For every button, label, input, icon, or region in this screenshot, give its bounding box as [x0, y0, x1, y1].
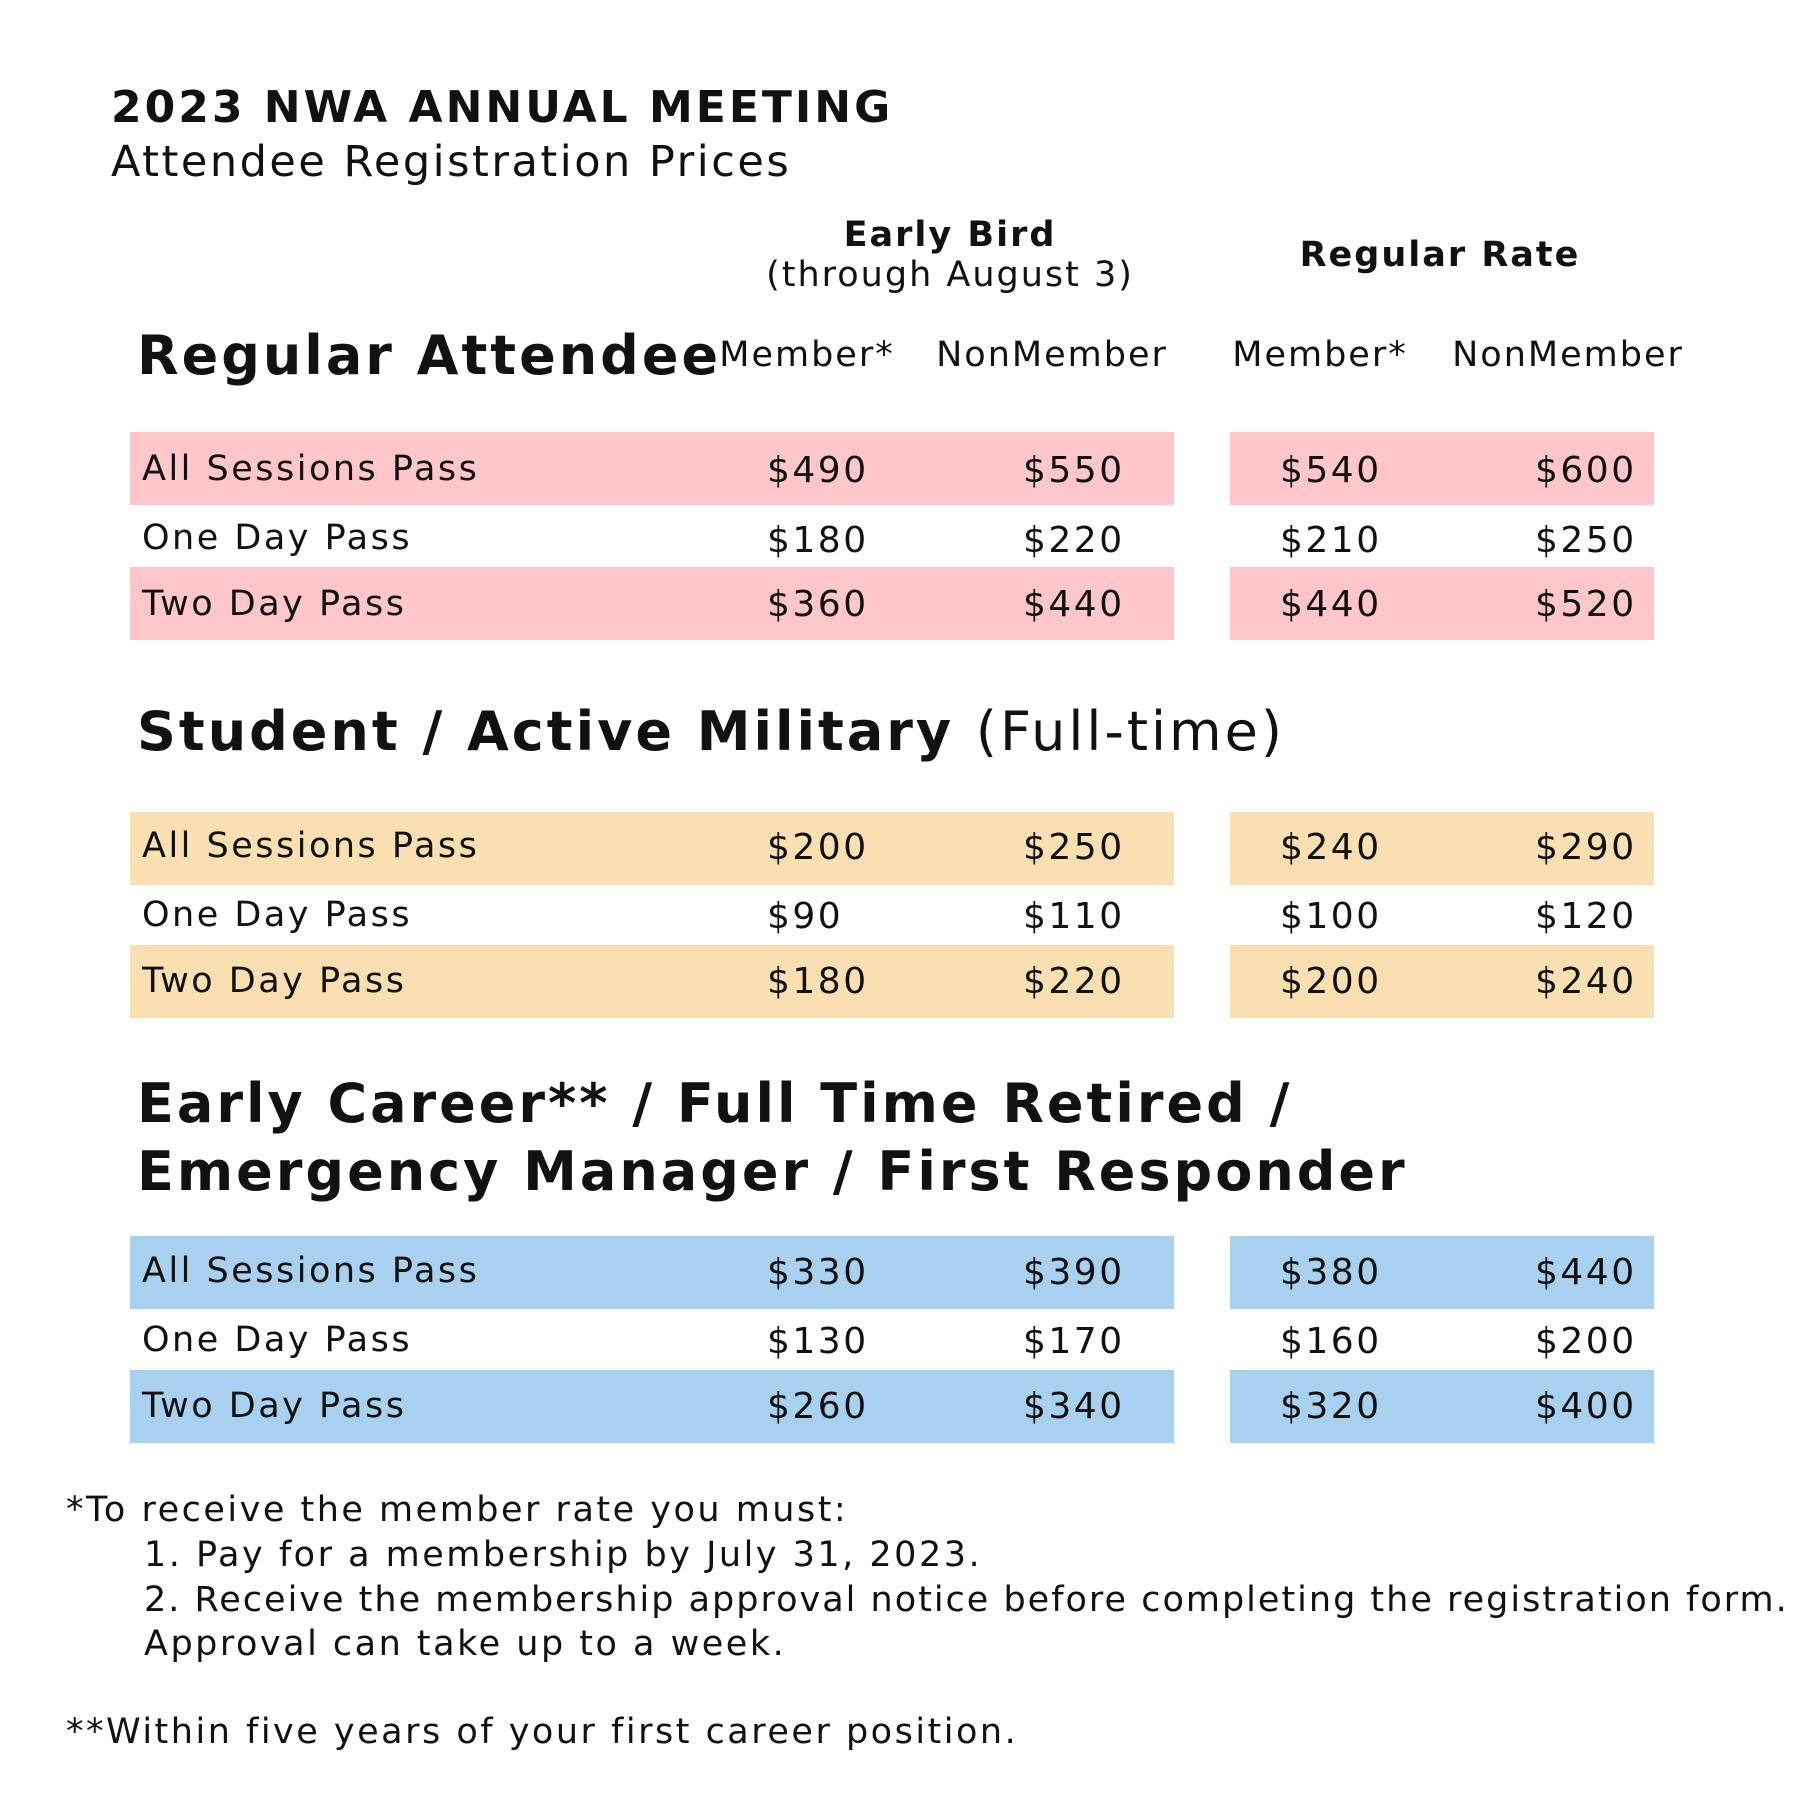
- page-subtitle: Attendee Registration Prices: [111, 137, 792, 187]
- price-cell: $290: [1535, 827, 1637, 868]
- early-bird-header: [740, 215, 1160, 295]
- row-label: All Sessions Pass: [142, 1251, 480, 1291]
- price-cell: $200: [767, 827, 869, 868]
- price-cell: $160: [1280, 1321, 1382, 1362]
- section-title-student-main: Student / Active Military: [137, 700, 955, 763]
- col-head-rr-member: Member*: [1232, 335, 1408, 375]
- price-cell: $120: [1535, 896, 1637, 937]
- regular-rate-header: [1230, 235, 1650, 275]
- price-cell: $200: [1280, 961, 1382, 1002]
- section-title-early-career-line2: Emergency Manager / First Responder: [137, 1140, 1408, 1203]
- price-cell: $540: [1280, 450, 1382, 491]
- footnote-step-2-continued: Approval can take up to a week.: [144, 1624, 787, 1664]
- price-cell: $330: [767, 1252, 869, 1293]
- early-bird-label: Early Bird: [843, 215, 1057, 255]
- footnote-early-career: **Within five years of your first career position.: [66, 1712, 1019, 1752]
- price-cell: $200: [1535, 1321, 1637, 1362]
- price-cell: $250: [1535, 520, 1637, 561]
- price-cell: $440: [1280, 584, 1382, 625]
- price-cell: $100: [1280, 896, 1382, 937]
- price-cell: $110: [1023, 896, 1125, 937]
- price-cell: $360: [767, 584, 869, 625]
- early-bird-note: (through August 3): [766, 255, 1134, 295]
- price-cell: $180: [767, 520, 869, 561]
- price-cell: $400: [1535, 1386, 1637, 1427]
- price-cell: $520: [1535, 584, 1637, 625]
- section-title-student-suffix: (Full-time): [975, 700, 1285, 763]
- section-title-early-career-line1: Early Career** / Full Time Retired /: [137, 1072, 1293, 1135]
- footnote-step-1: 1. Pay for a membership by July 31, 2023.: [144, 1535, 983, 1575]
- price-cell: $180: [767, 961, 869, 1002]
- price-cell: $340: [1023, 1386, 1125, 1427]
- regular-rate-label: Regular Rate: [1299, 235, 1581, 275]
- col-head-eb-member: Member*: [719, 335, 895, 375]
- price-cell: $600: [1535, 450, 1637, 491]
- row-label: One Day Pass: [142, 895, 413, 935]
- price-cell: $210: [1280, 520, 1382, 561]
- row-label: All Sessions Pass: [142, 449, 480, 489]
- row-label: Two Day Pass: [142, 584, 407, 624]
- price-cell: $440: [1023, 584, 1125, 625]
- price-cell: $220: [1023, 520, 1125, 561]
- price-cell: $170: [1023, 1321, 1125, 1362]
- section-title-student-military: [137, 698, 1285, 766]
- row-label: Two Day Pass: [142, 961, 407, 1001]
- section-title-regular-attendee: Regular Attendee: [137, 324, 722, 387]
- row-label: One Day Pass: [142, 518, 413, 558]
- price-cell: $130: [767, 1321, 869, 1362]
- col-head-eb-nonmember: NonMember: [936, 335, 1168, 375]
- price-cell: $90: [767, 896, 844, 937]
- row-label: All Sessions Pass: [142, 826, 480, 866]
- price-cell: $390: [1023, 1252, 1125, 1293]
- price-cell: $550: [1023, 450, 1125, 491]
- price-cell: $250: [1023, 827, 1125, 868]
- page-title: 2023 NWA ANNUAL MEETING: [111, 82, 894, 133]
- price-cell: $320: [1280, 1386, 1382, 1427]
- price-cell: $240: [1280, 827, 1382, 868]
- row-label: Two Day Pass: [142, 1386, 407, 1426]
- price-cell: $220: [1023, 961, 1125, 1002]
- price-cell: $440: [1535, 1252, 1637, 1293]
- section-title-early-career: [137, 1070, 1408, 1206]
- price-cell: $380: [1280, 1252, 1382, 1293]
- row-label: One Day Pass: [142, 1320, 413, 1360]
- price-cell: $490: [767, 450, 869, 491]
- price-cell: $240: [1535, 961, 1637, 1002]
- footnote-member-intro: *To receive the member rate you must:: [66, 1490, 849, 1530]
- price-cell: $260: [767, 1386, 869, 1427]
- col-head-rr-nonmember: NonMember: [1452, 335, 1684, 375]
- footnote-step-2: 2. Receive the membership approval notice before completing the registration form.: [144, 1580, 1789, 1620]
